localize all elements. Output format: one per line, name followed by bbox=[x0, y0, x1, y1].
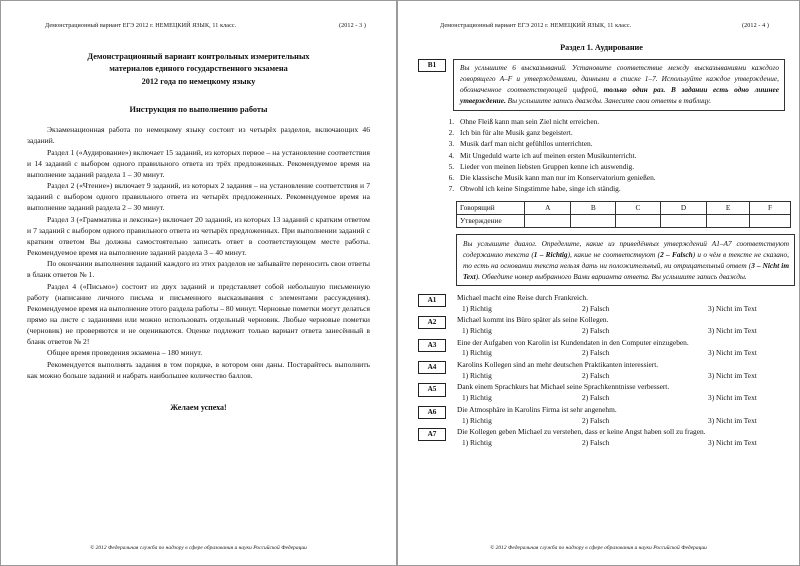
table-cell-answer[interactable] bbox=[707, 214, 750, 227]
document-title bbox=[27, 51, 370, 88]
title-line-2: материалов единого государственного экзамена bbox=[109, 64, 288, 74]
list-item: 4. Mit Ungeduld warte ich auf meinen ersten Musikunterricht. bbox=[456, 150, 785, 161]
question-tag-a7: A7 bbox=[418, 428, 446, 441]
a-block-instruction bbox=[456, 234, 795, 286]
running-head-page-mark: (2012 - 4 ) bbox=[742, 23, 769, 29]
table-cell-answer[interactable] bbox=[749, 214, 790, 227]
choice-nicht-im-text[interactable]: 3) Nicht im Text bbox=[708, 325, 757, 335]
question-tag-a6: A6 bbox=[418, 406, 446, 419]
title-line-1: Демонстрационный вариант контрольных измерительных bbox=[87, 52, 310, 61]
running-head-title: Демонстрационный вариант ЕГЭ 2012 г. НЕМЕЦКИЙ ЯЗЫК, 11 класс. bbox=[45, 23, 237, 29]
b1-answer-table[interactable] bbox=[456, 201, 791, 228]
choice-falsch[interactable]: 2) Falsch bbox=[582, 303, 610, 313]
question-a2 bbox=[418, 315, 785, 335]
a-instruction-part3: ) и о чём в тексте не сказано, то есть на основании текста нельзя дать ни положительный, ни отрицательный ответ ( bbox=[463, 249, 790, 270]
question-body bbox=[455, 405, 800, 425]
running-head-right bbox=[418, 23, 785, 29]
choice-nicht-im-text[interactable]: 3) Nicht im Text bbox=[708, 303, 757, 313]
task-b1-instruction bbox=[453, 59, 785, 111]
question-text: Die Atmosphäre in Karolins Firma ist sehr angenehm. bbox=[457, 404, 617, 414]
list-item: 2. Ich bin für alte Musik ganz begeistert. bbox=[456, 127, 785, 138]
list-item: 5. Lieder von meinen liebsten Gruppen kenne ich auswendig. bbox=[456, 161, 785, 172]
instruction-paragraph: Рекомендуется выполнять задания в том порядке, в котором они даны. Постарайтесь выполнить как можно больше заданий и набрать наибольшее количество баллов. bbox=[27, 359, 370, 380]
choice-nicht-im-text[interactable]: 3) Nicht im Text bbox=[708, 370, 757, 380]
instruction-paragraph: Раздел 3 («Грамматика и лексика») включает 20 заданий, из которых 13 заданий с кратким ответом и 7 заданий с выбором одного правильного ответа из четырёх предложенных. При выполнении заданий с кратким ответом Вы должны самостоятельно записать ответ в соответствующем месте работы. Рекомендуемое время на выполнение заданий раздела 3 – 40 минут. bbox=[27, 214, 370, 257]
list-item: 3. Musik darf man nicht gefühllos unterrichten. bbox=[456, 138, 785, 149]
table-row-label-statement: Утверждение bbox=[457, 214, 525, 227]
question-tag-a2: A2 bbox=[418, 316, 446, 329]
choice-group bbox=[455, 326, 800, 336]
instruction-paragraph: Раздел 2 («Чтение») включает 9 заданий, из которых 2 задания – на установление соответствия и 7 заданий с выбором одного правильного ответа из четырёх предложенных. Рекомендуемое время на выполнение заданий раздела 2 – 30 минут. bbox=[27, 181, 370, 213]
table-cell-speaker: D bbox=[660, 201, 706, 214]
table-row-label-speaker: Говорящий bbox=[457, 201, 525, 214]
running-head-title: Демонстрационный вариант ЕГЭ 2012 г. НЕМЕЦКИЙ ЯЗЫК, 11 класс. bbox=[440, 23, 632, 29]
question-text: Karolins Kollegen sind an mehr deutschen Praktikanten interessiert. bbox=[457, 359, 659, 369]
a-instruction-bold3: 3 – Nicht im Text bbox=[463, 260, 789, 281]
choice-richtig[interactable]: 1) Richtig bbox=[462, 325, 492, 335]
a-instruction-part1: Вы услышите диалог. Определите, какие из приведённых утверждений A1–A7 соответствуют содержанию текста ( bbox=[463, 238, 789, 259]
question-body bbox=[455, 315, 800, 335]
list-item: 6. Die klassische Musik kann man nur im Konservatorium genießen. bbox=[456, 172, 785, 183]
question-text: Eine der Aufgaben von Karolin ist Kundendaten in den Computer einzugeben. bbox=[457, 337, 689, 347]
instructions-heading: Инструкция по выполнению работы bbox=[129, 105, 268, 115]
table-cell-speaker: B bbox=[571, 201, 616, 214]
choice-richtig[interactable]: 1) Richtig bbox=[462, 437, 492, 447]
b1-instruction-part1: Вы услышите 6 высказываний. Установите соответствие между высказываниями каждого говорящего A–F и утверждениями, данными в списке 1–7. Используйте каждое утверждение, обозначенное соответствующей цифрой, bbox=[460, 63, 779, 94]
a-instruction-part4: ). Обведите номер выбранного Вами варианта ответа. Вы услышите запись дважды. bbox=[475, 271, 747, 281]
page-left bbox=[0, 0, 397, 566]
table-row-speakers bbox=[457, 201, 791, 214]
choice-richtig[interactable]: 1) Richtig bbox=[462, 415, 492, 425]
table-cell-answer[interactable] bbox=[571, 214, 616, 227]
question-text: Die Kollegen geben Michael zu verstehen, dass er keine Angst haben soll zu fragen. bbox=[457, 427, 706, 437]
a-instruction-bold1: 1 – Richtig bbox=[533, 249, 568, 259]
good-luck-message: Желаем успеха! bbox=[170, 402, 227, 412]
table-row-answers bbox=[457, 214, 791, 227]
choice-falsch[interactable]: 2) Falsch bbox=[582, 393, 610, 403]
choice-group bbox=[455, 438, 800, 448]
question-body bbox=[455, 360, 800, 380]
question-tag-a4: A4 bbox=[418, 361, 446, 374]
table-cell-answer[interactable] bbox=[616, 214, 661, 227]
question-a4 bbox=[418, 360, 785, 380]
b1-instruction-part2: Вы услышите запись дважды. Занесите свои ответы в таблицу. bbox=[505, 95, 712, 105]
footer-copyright-right: © 2012 Федеральная служба по надзору в сфере образования и науки Российской Федерации bbox=[490, 545, 707, 551]
list-item: 1. Ohne Fleiß kann man sein Ziel nicht erreichen. bbox=[456, 116, 785, 127]
choice-falsch[interactable]: 2) Falsch bbox=[582, 325, 610, 335]
page-right bbox=[397, 0, 800, 566]
running-head-left bbox=[27, 23, 370, 29]
footer-copyright-left: © 2012 Федеральная служба по надзору в сфере образования и науки Российской Федерации bbox=[90, 545, 307, 551]
running-head-page-mark: (2012 - 3 ) bbox=[339, 23, 366, 29]
instruction-paragraph: Экзаменационная работа по немецкому языку состоит из четырёх разделов, включающих 46 заданий. bbox=[27, 125, 370, 146]
choice-falsch[interactable]: 2) Falsch bbox=[582, 370, 610, 380]
section-title: Раздел 1. Аудирование bbox=[560, 43, 643, 52]
question-text: Dank einem Sprachkurs hat Michael seine Sprachkenntnisse verbessert. bbox=[457, 382, 670, 392]
choice-richtig[interactable]: 1) Richtig bbox=[462, 348, 492, 358]
question-body bbox=[455, 293, 800, 313]
question-body bbox=[455, 382, 800, 402]
question-a3 bbox=[418, 338, 785, 358]
choice-falsch[interactable]: 2) Falsch bbox=[582, 437, 610, 447]
list-item: 7. Obwohl ich keine Singstimme habe, singe ich ständig. bbox=[456, 183, 785, 194]
question-a7 bbox=[418, 427, 785, 447]
question-text: Michael macht eine Reise durch Frankreich. bbox=[457, 292, 588, 302]
a-instruction-bold2: 2 – Falsch bbox=[660, 249, 693, 259]
choice-group bbox=[455, 416, 800, 426]
choice-nicht-im-text[interactable]: 3) Nicht im Text bbox=[708, 437, 757, 447]
question-body bbox=[455, 427, 800, 447]
title-line-3: 2012 года по немецкому языку bbox=[141, 76, 256, 86]
table-cell-answer[interactable] bbox=[525, 214, 571, 227]
choice-group bbox=[455, 348, 800, 358]
choice-nicht-im-text[interactable]: 3) Nicht im Text bbox=[708, 415, 757, 425]
question-a1 bbox=[418, 293, 785, 313]
choice-falsch[interactable]: 2) Falsch bbox=[582, 348, 610, 358]
question-tag-a5: A5 bbox=[418, 383, 446, 396]
choice-falsch[interactable]: 2) Falsch bbox=[582, 415, 610, 425]
choice-nicht-im-text[interactable]: 3) Nicht im Text bbox=[708, 348, 757, 358]
choice-richtig[interactable]: 1) Richtig bbox=[462, 370, 492, 380]
instruction-paragraph: Раздел 4 («Письмо») состоит из двух заданий и представляет собой небольшую письменную работу (написание личного письма и письменного высказывания с элементами рассуждения). Рекомендуемое время на выполнение этого раздела работы – 80 минут. Черновые пометки могут делаться прямо на листе с заданиями или можно использовать отдельный черновик. Любые черновые пометки (черновик) не проверяются и не оцениваются. Оценке подлежит только вариант ответа занесённый в бланк ответов № 2! bbox=[27, 281, 371, 346]
instruction-paragraph: По окончании выполнения заданий каждого из этих разделов не забывайте переносить свои ответы в бланк ответов № 1. bbox=[27, 259, 370, 280]
question-tag-a1: A1 bbox=[418, 294, 446, 307]
b1-statement-list bbox=[418, 116, 785, 195]
choice-group bbox=[455, 371, 800, 381]
b1-instruction-bold1: только один раз. В задании есть одно лишнее утверждение. bbox=[460, 84, 780, 105]
choice-richtig[interactable]: 1) Richtig bbox=[462, 393, 492, 403]
choice-nicht-im-text[interactable]: 3) Nicht im Text bbox=[708, 393, 757, 403]
instruction-paragraph: Общее время проведения экзамена – 180 минут. bbox=[47, 348, 203, 358]
question-tag-a3: A3 bbox=[418, 339, 446, 352]
table-cell-speaker: F bbox=[749, 201, 790, 214]
task-tag-b1: B1 bbox=[418, 59, 446, 72]
task-b1 bbox=[418, 59, 785, 111]
table-cell-speaker: A bbox=[525, 201, 571, 214]
instruction-paragraph: Раздел 1 («Аудирование») включает 15 заданий, из которых первое – на установление соответствия и 14 заданий с выбором одного правильного ответа из трёх предложенных. Рекомендуемое время на выполнение заданий раздела 1 – 30 минут. bbox=[27, 147, 370, 179]
choice-group bbox=[455, 393, 800, 403]
question-a5 bbox=[418, 382, 785, 402]
question-text: Michael kommt ins Büro später als seine Kollegen. bbox=[457, 315, 609, 325]
question-a6 bbox=[418, 405, 785, 425]
choice-richtig[interactable]: 1) Richtig bbox=[462, 303, 492, 313]
table-cell-speaker: E bbox=[707, 201, 750, 214]
table-cell-answer[interactable] bbox=[660, 214, 706, 227]
a-instruction-part2: ), какие не соответствуют ( bbox=[567, 249, 661, 259]
choice-group bbox=[455, 304, 800, 314]
table-cell-speaker: C bbox=[616, 201, 661, 214]
question-body bbox=[455, 338, 800, 358]
